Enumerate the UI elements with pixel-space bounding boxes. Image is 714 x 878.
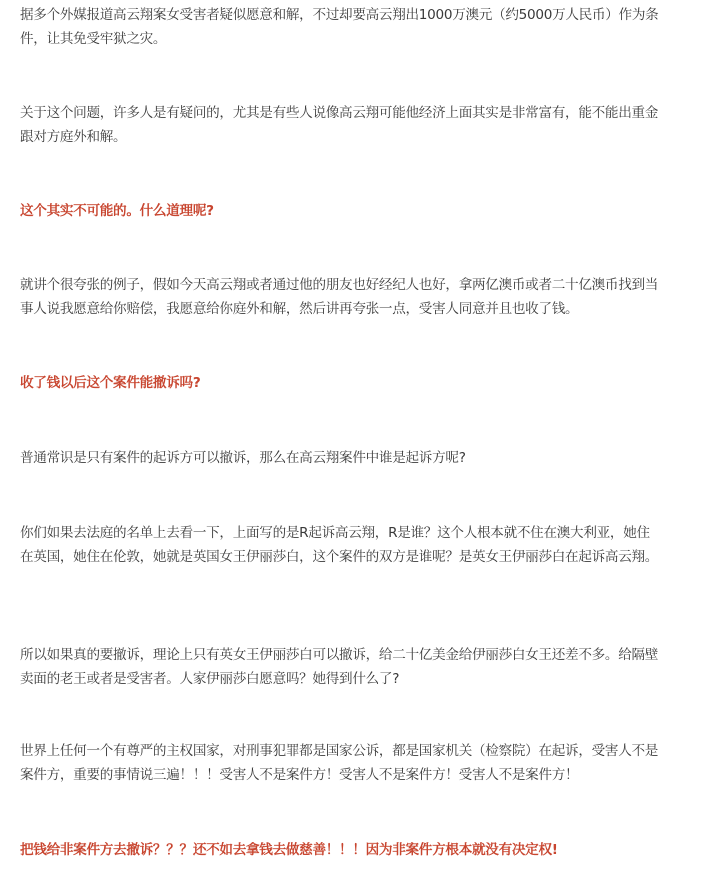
paragraph-queen: 所以如果真的要撤诉，理论上只有英女王伊丽莎白可以撤诉，给二十亿美金给伊丽莎白女王还差不多。给隔壁卖面的老王或者是受害者。人家伊丽莎白愿意吗？她得到什么了? <box>20 647 659 687</box>
heading-impossible: 这个其实不可能的。什么道理呢? <box>20 203 214 219</box>
heading-withdraw-question: 收了钱以后这个案件能撤诉吗? <box>20 375 201 391</box>
paragraph-example: 就讲个很夸张的例子，假如今天高云翔或者通过他的朋友也好经纪人也好，拿两亿澳币或者二十亿澳币找到当事人说我愿意给你赔偿，我愿意给你庭外和解，然后讲再夸张一点，受害人同意并且也收了钱。 <box>20 277 659 317</box>
paragraph-court-list: 你们如果去法庭的名单上去看一下，上面写的是R起诉高云翔，R是谁？这个人根本就不住在澳大利亚，她住在英国，她住在伦敦，她就是英国女王伊丽莎白，这个案件的双方是谁呢？是英女王伊丽莎白在起诉高云翔。 <box>20 525 659 565</box>
paragraph-question: 关于这个问题，许多人是有疑问的，尤其是有些人说像高云翔可能他经济上面其实是非常富有，能不能出重金跟对方庭外和解。 <box>20 105 659 145</box>
paragraph-settlement-report: 据多个外媒报道高云翔案女受害者疑似愿意和解，不过却要高云翔出1000万澳元（约5000万人民币）作为条件，让其免受牢狱之灾。 <box>20 7 659 47</box>
heading-conclusion: 把钱给非案件方去撤诉？？？还不如去拿钱去做慈善！！！因为非案件方根本就没有决定权! <box>20 842 558 858</box>
paragraph-common-sense: 普通常识是只有案件的起诉方可以撤诉，那么在高云翔案件中谁是起诉方呢? <box>20 450 466 466</box>
paragraph-public-prosecution: 世界上任何一个有尊严的主权国家，对刑事犯罪都是国家公诉，都是国家机关（检察院）在起诉，受害人不是案件方，重要的事情说三遍！！！受害人不是案件方！受害人不是案件方！受害人不是案件方！ <box>20 743 659 783</box>
